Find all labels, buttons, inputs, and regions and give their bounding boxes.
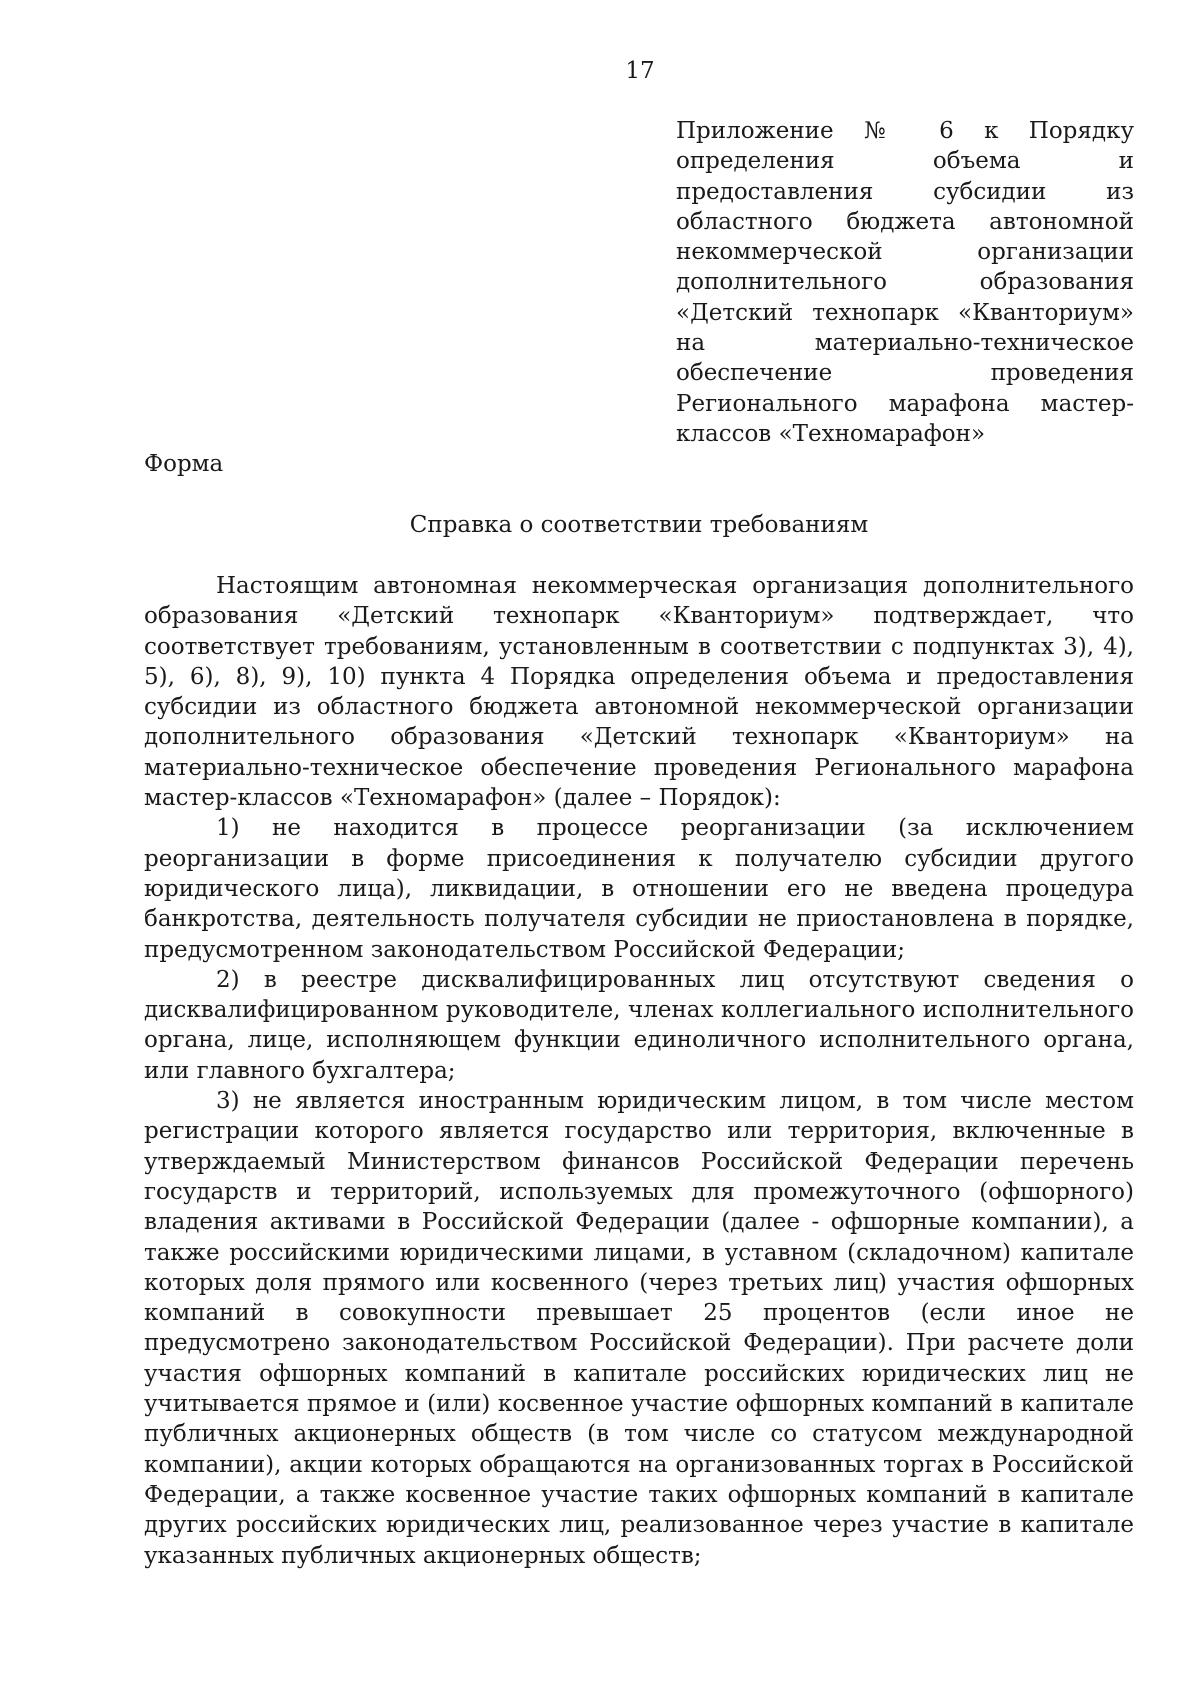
list-item-2: 2) в реестре дисквалифицированных лиц отсутствуют сведения о дисквалифицированном руководителе, членах коллегиального исполнительного органа, лице, исполняющем функции единоличного исполнительного органа, или главного бухгалтера; [144, 966, 1134, 1084]
page-number: 17 [625, 58, 655, 84]
list-item-1: 1) не находится в процессе реорганизации (за исключением реорганизации в форме присоединения к получателю субсидии другого юридического лица), ликвидации, в отношении его не введена процедура банкротства, деятельность получателя субсидии не приостановлена в порядке, предусмотренном законодательством Российской Федерации; [144, 815, 1134, 963]
form-label: Форма [144, 451, 224, 477]
document-body [144, 571, 1134, 1571]
document-title: Справка о соответствии требованиям [409, 512, 869, 538]
appendix-header: Приложение № 6 к Порядку определения объема и предоставления субсидии из областного бюджета автономной некоммерческой организации дополнительного образования «Детский технопарк «Кванториум» на материально-техническое обеспечение проведения Регионального марафона мастер-классов «Техномарафон» [676, 118, 1134, 447]
intro-paragraph: Настоящим автономная некоммерческая организация дополнительного образования «Детский технопарк «Кванториум» подтверждает, что соответствует требованиям, установленным в соответствии с подпунктах 3), 4), 5), 6), 8), 9), 10) пункта 4 Порядка определения объема и предоставления субсидии из областного бюджета автономной некоммерческой организации дополнительного образования «Детский технопарк «Кванториум» на материально-техническое обеспечение проведения Регионального марафона мастер-классов «Техномарафон» (далее – Порядок): [144, 573, 1134, 812]
list-item-3: 3) не является иностранным юридическим лицом, в том числе местом регистрации которого является государство или территория, включенные в утверждаемый Министерством финансов Российской Федерации перечень государств и территорий, используемых для промежуточного (офшорного) владения активами в Российской Федерации (далее - офшорные компании), а также российскими юридическими лицами, в уставном (складочном) капитале которых доля прямого или косвенного (через третьих лиц) участия офшорных компаний в совокупности превышает 25 процентов (если иное не предусмотрено законодательством Российской Федерации). При расчете доли участия офшорных компаний в капитале российских юридических лиц не учитывается прямое и (или) косвенное участие офшорных компаний в капитале публичных акционерных обществ (в том числе со статусом международной компании), акции которых обращаются на организованных торгах в Российской Федерации, а также косвенное участие таких офшорных компаний в капитале других российских юридических лиц, реализованное через участие в капитале указанных публичных акционерных обществ; [144, 1088, 1134, 1569]
